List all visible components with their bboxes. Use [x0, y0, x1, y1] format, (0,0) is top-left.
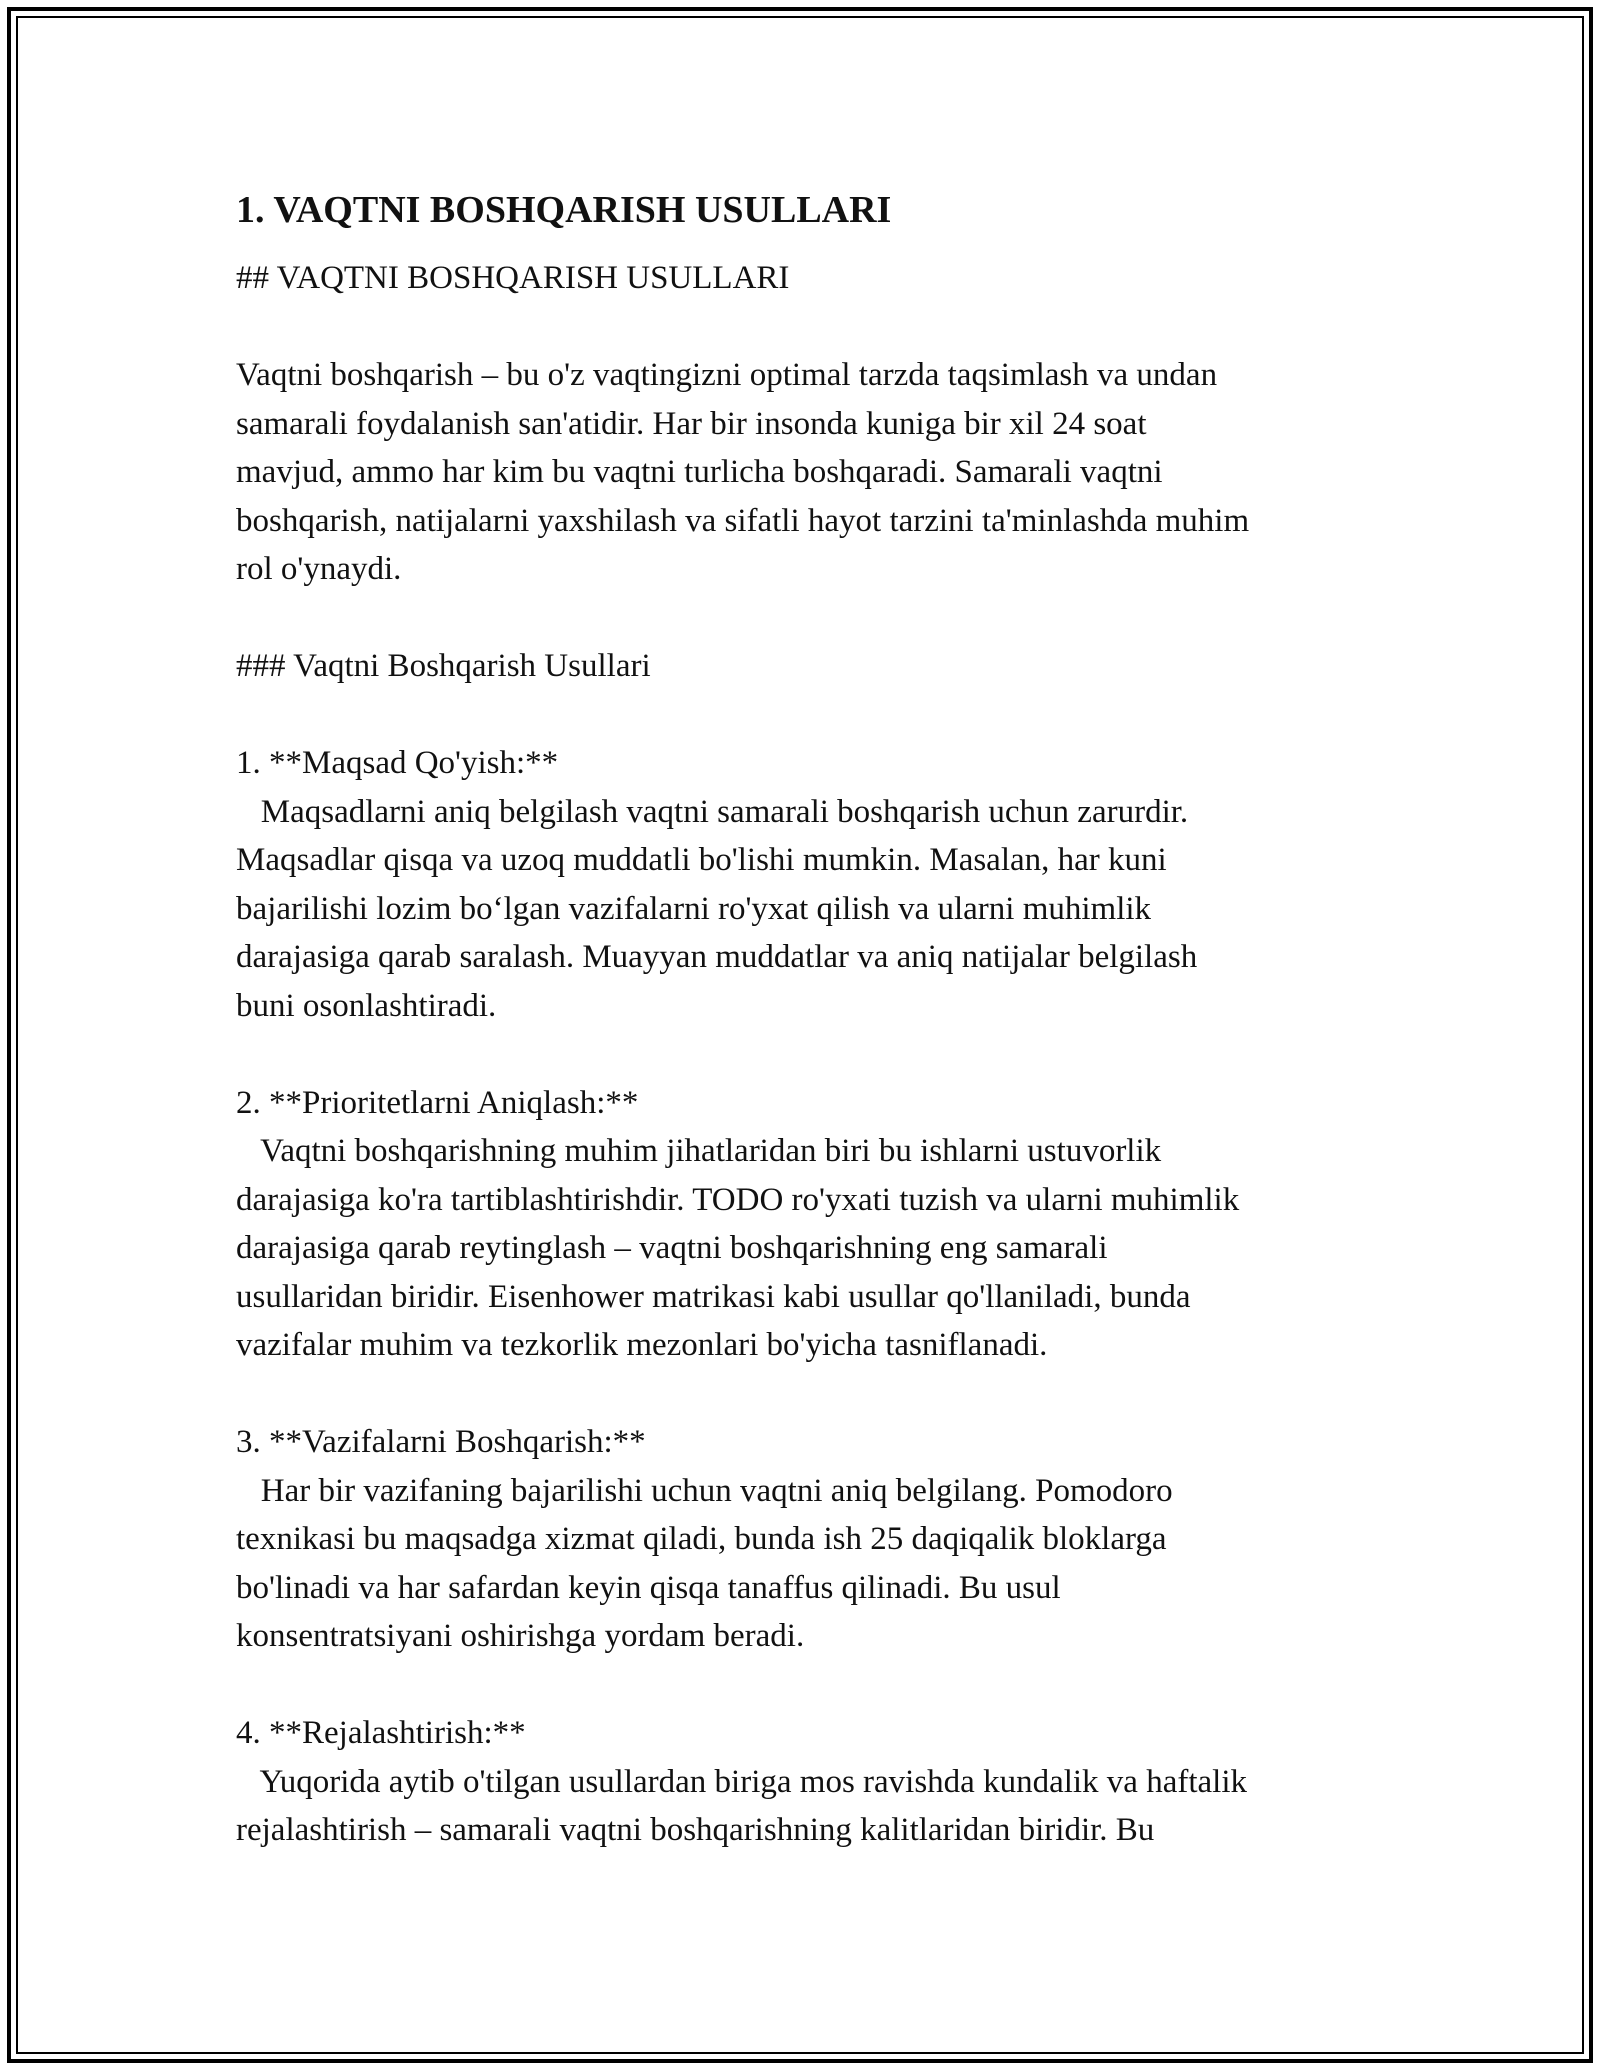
- paragraph-line: Har bir vazifaning bajarilishi uchun vaqtni aniq belgilang. Pomodoro: [236, 1472, 1173, 1509]
- blank-line: [236, 1370, 1376, 1419]
- blank-line: [236, 303, 1376, 352]
- paragraph-line: rol o'ynaydi.: [236, 551, 402, 587]
- paragraph-line: texnikasi bu maqsadga xizmat qiladi, bunda ish 25 daqiqalik bloklarga: [236, 1521, 1167, 1557]
- paragraph-line: mavjud, ammo har kim bu vaqtni turlicha boshqaradi. Samarali vaqtni: [236, 454, 1163, 490]
- heading-level-2: ## VAQTNI BOSHQARISH USULLARI: [236, 260, 790, 296]
- paragraph-line: bo'linadi va har safardan keyin qisqa tanaffus qilinadi. Bu usul: [236, 1569, 1061, 1606]
- paragraph-line: darajasiga ko'ra tartiblashtirishdir. TODO ro'yxati tuzish va ularni muhimlik: [236, 1181, 1240, 1218]
- section-rejalashtirish: [236, 1709, 1376, 1855]
- paragraph-line: Maqsadlar qisqa va uzoq muddatli bo'lishi mumkin. Masalan, har kuni: [236, 842, 1167, 878]
- paragraph-line: vazifalar muhim va tezkorlik mezonlari bo'yicha tasniflanadi.: [236, 1327, 1048, 1363]
- paragraph-line: darajasiga qarab saralash. Muayyan muddatlar va aniq natijalar belgilash: [236, 939, 1198, 975]
- document-title: 1. VAQTNI BOSHQARISH USULLARI: [236, 189, 892, 231]
- blank-line: [236, 1030, 1376, 1079]
- intro-paragraph: [236, 351, 1376, 594]
- paragraph-line: samarali foydalanish san'atidir. Har bir insonda kuniga bir xil 24 soat: [236, 405, 1147, 442]
- paragraph-line: boshqarish, natijalarni yaxshilash va sifatli hayot tarzini ta'minlashda muhim: [236, 502, 1250, 539]
- blank-line: [236, 1661, 1376, 1710]
- paragraph-line: darajasiga qarab reytinglash – vaqtni boshqarishning eng samarali: [236, 1230, 1108, 1266]
- paragraph-line: bajarilishi lozim bo‘lgan vazifalarni ro'yxat qilish va ularni muhimlik: [236, 890, 1152, 927]
- paragraph-line: usullaridan biridir. Eisenhower matrikasi kabi usullar qo'llaniladi, bunda: [236, 1278, 1191, 1315]
- section-heading: 4. **Rejalashtirish:**: [236, 1715, 526, 1751]
- paragraph-line: konsentratsiyani oshirishga yordam beradi.: [236, 1618, 805, 1654]
- blank-line: [236, 691, 1376, 740]
- blank-line: [236, 594, 1376, 643]
- paragraph-line: buni osonlashtiradi.: [236, 987, 497, 1024]
- section-heading: 1. **Maqsad Qo'yish:**: [236, 745, 559, 781]
- document-body: [236, 186, 1376, 1855]
- paragraph-line: Vaqtni boshqarishning muhim jihatlaridan biri bu ishlarni ustuvorlik: [236, 1133, 1162, 1169]
- section-heading: 3. **Vazifalarni Boshqarish:**: [236, 1424, 646, 1460]
- paragraph-line: Yuqorida aytib o'tilgan usullardan biriga mos ravishda kundalik va haftalik: [236, 1763, 1247, 1800]
- section-prioritetlarni-aniqlash: [236, 1079, 1376, 1370]
- section-vazifalarni-boshqarish: [236, 1418, 1376, 1661]
- paragraph-line: Vaqtni boshqarish – bu o'z vaqtingizni optimal tarzda taqsimlash va undan: [236, 357, 1218, 393]
- paragraph-line: Maqsadlarni aniq belgilash vaqtni samarali boshqarish uchun zarurdir.: [236, 793, 1189, 830]
- paragraph-line: rejalashtirish – samarali vaqtni boshqarishning kalitlaridan biridir. Bu: [236, 1812, 1155, 1848]
- heading-level-3: ### Vaqtni Boshqarish Usullari: [236, 648, 651, 684]
- section-maqsad-qoyish: [236, 739, 1376, 1030]
- section-heading: 2. **Prioritetlarni Aniqlash:**: [236, 1084, 639, 1121]
